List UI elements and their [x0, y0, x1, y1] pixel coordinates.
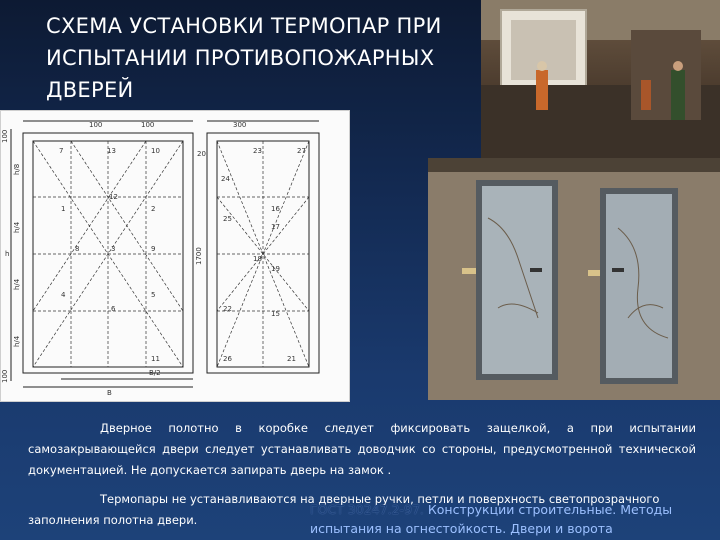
svg-text:2: 2: [151, 205, 156, 213]
svg-text:23: 23: [253, 147, 262, 155]
svg-text:16: 16: [271, 205, 280, 213]
svg-text:17: 17: [271, 223, 280, 231]
title-line-1: СХЕМА УСТАНОВКИ ТЕРМОПАР ПРИ: [46, 14, 442, 38]
dim-label: h/4: [13, 221, 21, 233]
dim-label: 100: [141, 121, 155, 129]
svg-text:24: 24: [221, 175, 230, 183]
dim-label: 300: [233, 121, 247, 129]
dim-label: 100: [1, 369, 9, 383]
svg-text:20: 20: [197, 150, 206, 158]
svg-text:26: 26: [223, 355, 232, 363]
thermocouple-scheme-drawing: [0, 110, 350, 402]
svg-text:21: 21: [287, 355, 296, 363]
dim-label: h/4: [13, 335, 21, 347]
title-line-2: ИСПЫТАНИИ ПРОТИВОПОЖАРНЫХ: [46, 46, 435, 70]
svg-text:12: 12: [109, 193, 118, 201]
doors-photo: [428, 158, 720, 400]
svg-text:6: 6: [111, 305, 116, 313]
svg-text:10: 10: [151, 147, 160, 155]
svg-text:22: 22: [223, 305, 232, 313]
gost-reference: [310, 500, 710, 538]
svg-text:3: 3: [111, 245, 116, 253]
paragraph-thermocouples-line1: Термопары не устанавливаются на дверные ручки, петли и поверхность светопрозрачного: [100, 492, 660, 506]
doors-photo-svg: [428, 158, 720, 400]
dim-label: h: [5, 250, 10, 258]
svg-text:18: 18: [253, 255, 262, 263]
dim-label: 100: [89, 121, 103, 129]
lab-photo: [481, 0, 720, 158]
svg-text:13: 13: [107, 147, 116, 155]
dim-label: h/8: [13, 163, 21, 175]
svg-text:8: 8: [75, 245, 80, 253]
svg-text:19: 19: [271, 265, 280, 273]
paragraph-thermocouples-line2: заполнения полотна двери.: [28, 513, 198, 527]
dim-label: h/4: [13, 278, 21, 290]
dim-label: 100: [1, 129, 9, 143]
svg-text:1: 1: [61, 205, 66, 213]
svg-text:15: 15: [271, 310, 280, 318]
gost-title: Конструкции строительные. Методы испытания на огнестойкость. Двери и ворота: [310, 502, 673, 536]
scheme-svg: [1, 111, 349, 401]
lab-photo-svg: [481, 0, 720, 158]
paragraph-door-fixing: Дверное полотно в коробке следует фиксировать защелкой, а при испытании самозакрывающейся двери следует устанавливать доводчик со стороны, предусмотренной технической документацией. Не допускается запирать дверь на замок .: [28, 421, 696, 477]
gost-code: ГОСТ 30247.2-97.: [310, 502, 424, 517]
svg-text:9: 9: [151, 245, 156, 253]
dim-label: 1700: [195, 247, 203, 265]
svg-text:4: 4: [61, 291, 66, 299]
svg-text:11: 11: [151, 355, 160, 363]
svg-text:27: 27: [297, 147, 306, 155]
dim-label: B: [107, 389, 112, 397]
svg-text:5: 5: [151, 291, 156, 299]
dim-label: B/2: [149, 369, 161, 377]
svg-text:25: 25: [223, 215, 232, 223]
title-line-3: ДВЕРЕЙ: [46, 78, 134, 102]
svg-text:7: 7: [59, 147, 64, 155]
